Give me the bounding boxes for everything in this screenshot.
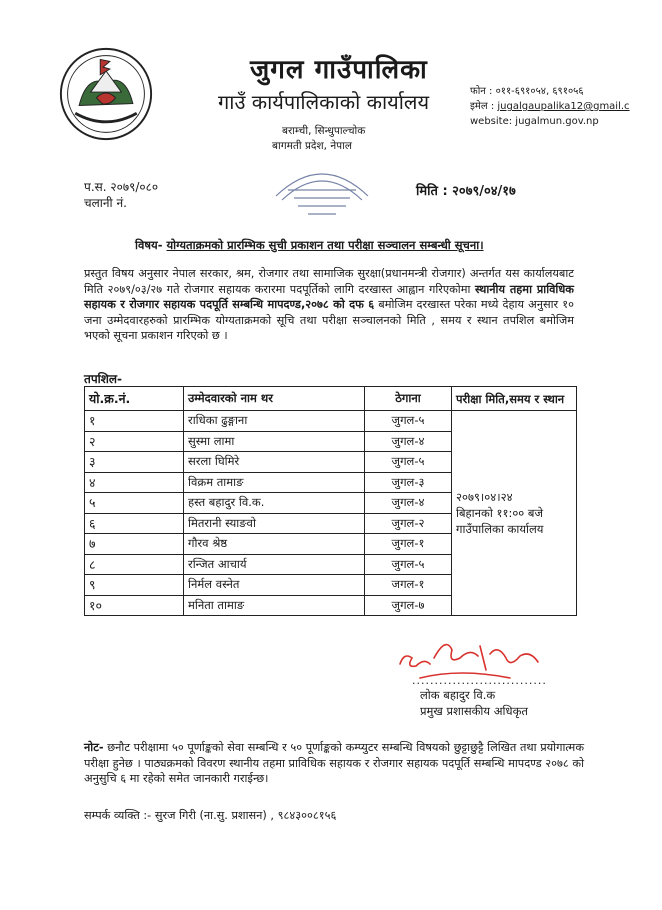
cell-name: गौरव श्रेष्ठ <box>184 534 365 555</box>
cell-address: जुगल-७ <box>365 595 452 616</box>
body-bold-text: स्थानीय तहमा प्राविधिक सहायक र रोजगार सहायक पदपूर्ति सम्बन्धि मापदण्ड,२०७८ को दफ ६ <box>84 282 574 311</box>
address-line-2: बागमती प्रदेश, नेपाल <box>272 140 352 152</box>
cell-address: जुगल-५ <box>365 452 452 473</box>
cell-sn: १० <box>85 595 184 616</box>
exam-time: बिहानको ११:०० बजे <box>456 506 544 520</box>
header-exam: परीक्षा मिति,समय र स्थान <box>452 387 577 411</box>
body-text-1: प्रस्तुत विषय अनुसार नेपाल सरकार, श्रम, रोजगार तथा सामाजिक सुरक्षा(प्रधानमन्त्री रोजगार) अन्तर्गत यस कार्यालयबाट मिति २०७९/०३/२७ गते रोजगार सहायक करारमा पदपूर्तिको लागि दरखास्त आह्वान गरिएकोमा <box>84 267 574 296</box>
contact-block <box>470 84 630 129</box>
table-header-row <box>85 387 577 411</box>
signature-line: .............................. <box>412 674 547 687</box>
cell-name: मनिता तामाङ <box>184 595 365 616</box>
cell-name: राधिका ढुङ्गाना <box>184 411 365 432</box>
email-label: इमेल : <box>470 101 495 112</box>
cell-name: निर्मल वस्नेत <box>184 575 365 596</box>
cell-sn: २ <box>85 431 184 452</box>
phone-text: फोन : ०११-६९१०५४, ६९१०५६ <box>470 86 584 97</box>
cell-sn: ८ <box>85 554 184 575</box>
table-caption: तपशिल- <box>84 372 123 386</box>
office-subtitle: गाउँ कार्यपालिकाको कार्यालय <box>218 90 430 114</box>
cell-sn: ४ <box>85 472 184 493</box>
contact-person: सम्पर्क व्यक्ति :- सुरज गिरी (ना.सु. प्रशासन) , ९८४३००८१५६ <box>84 809 337 822</box>
cell-sn: १ <box>85 411 184 432</box>
subject-text: योग्यताक्रमको प्रारम्भिक सुची प्रकाशन तथा परीक्षा सञ्चालन सम्बन्धी सूचना। <box>166 238 484 252</box>
table-row <box>85 411 577 432</box>
subject-label: विषय- <box>135 238 163 252</box>
signatory-name: लोक बहादुर वि.क <box>420 688 496 702</box>
note-paragraph <box>84 740 584 787</box>
cell-sn: ७ <box>85 534 184 555</box>
cell-name: हस्त बहादुर वि.क. <box>184 493 365 514</box>
candidate-table <box>84 386 577 616</box>
cell-address: जुगल-१ <box>365 534 452 555</box>
cell-address: जुगल-५ <box>365 411 452 432</box>
header-sn: यो.क्र.नं. <box>85 387 184 411</box>
office-stamp-icon <box>268 156 376 222</box>
cell-address: जुगल-४ <box>365 431 452 452</box>
body-text-2: बमोजिम दरखास्त परेका मध्ये देहाय अनुसार १० जना उम्मेदवारहरुको प्रारम्भिक योग्यताक्रमको सूचि तथा परीक्षा सञ्चालनको मिति , समय र स्थान तपशिल बमोजिम भएको सूचना प्रकाशन गरिएको छ । <box>84 298 574 342</box>
address-line-1: बराम्ची, सिन्धुपाल्चोक <box>282 125 366 137</box>
cell-name: विक्रम तामाङ <box>184 472 365 493</box>
cell-address: जगल-१ <box>365 575 452 596</box>
municipality-title: जुगल गाउँपालिका <box>250 55 428 85</box>
cell-name: मितरानी स्याङवो <box>184 513 365 534</box>
cell-sn: ३ <box>85 452 184 473</box>
email-line <box>470 99 630 114</box>
subject-line <box>135 238 484 253</box>
cell-sn: ९ <box>85 575 184 596</box>
cell-name: सरला घिमिरे <box>184 452 365 473</box>
cell-name: रन्जित आचार्य <box>184 554 365 575</box>
exam-venue: गाउँपालिका कार्यालय <box>456 522 544 536</box>
nepal-emblem-icon <box>58 46 154 142</box>
chalani-number: चलानी नं. <box>84 196 127 210</box>
cell-address: जुगल-२ <box>365 513 452 534</box>
cell-address: जुगल-३ <box>365 472 452 493</box>
header-address: ठेगाना <box>365 387 452 411</box>
patra-sankhya: प.स. २०७९/०८० <box>84 180 159 194</box>
cell-sn: ५ <box>85 493 184 514</box>
cell-name: सुस्मा लामा <box>184 431 365 452</box>
cell-sn: ६ <box>85 513 184 534</box>
cell-address: जुगल-४ <box>365 493 452 514</box>
body-paragraph <box>84 266 574 344</box>
cell-address: जुगल-५ <box>365 554 452 575</box>
exam-date: २०७९।०४।२४ <box>456 490 513 504</box>
email-link[interactable]: jugalgaupalika12@gmail.c <box>497 101 630 112</box>
website-text: website: jugalmun.gov.np <box>470 116 599 127</box>
note-label: नोट- <box>84 741 104 754</box>
note-text: छनौट परीक्षामा ५० पूर्णाङ्कको सेवा सम्बन्धि र ५० पूर्णाङ्कको कम्प्युटर सम्बन्धि विषयको छुट्टाछुट्टै लिखित तथा प्रयोगात्मक परीक्षा हुनेछ । पाठ्यक्रमको विवरण स्थानीय तहमा प्राविधिक सहायक र रोजगार सहायक पदपूर्ति सम्बन्धि मापदण्ड २०७८ को अनुसुचि ६ मा रहेको समेत जानकारी गराईन्छ। <box>84 741 584 785</box>
cell-exam-details <box>452 411 577 616</box>
letter-date: मिति : २०७९/०४/१७ <box>416 184 516 199</box>
header-name: उम्मेदवारको नाम थर <box>184 387 365 411</box>
signatory-role: प्रमुख प्रशासकीय अधिकृत <box>420 704 528 718</box>
